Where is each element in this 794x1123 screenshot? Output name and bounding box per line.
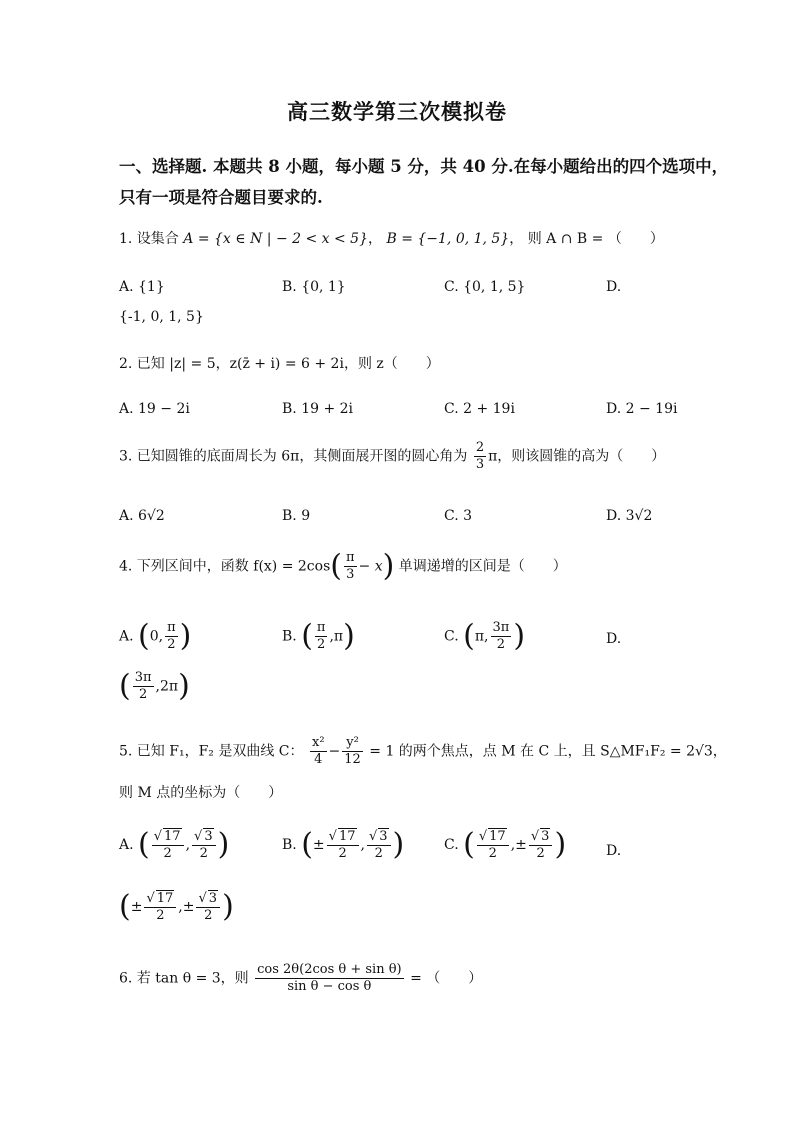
question-3-option-b: B. 9 xyxy=(282,508,311,524)
question-6-fraction xyxy=(255,962,403,995)
question-4-option-c-label: C. xyxy=(444,628,459,645)
question-1-prefix: 1. 设集合 xyxy=(119,231,179,247)
question-1-set-b: B = {−1, 0, 1, 5} xyxy=(386,231,510,247)
section-heading-line1: 一、选择题. 本题共 8 小题，每小题 5 分，共 40 分.在每小题给出的四个选项中， xyxy=(119,157,729,176)
question-4-option-d: D. xyxy=(606,631,622,647)
question-1-option-c: C. {0, 1, 5} xyxy=(444,279,526,295)
question-1-option-d-value: {-1, 0, 1, 5} xyxy=(119,309,204,325)
question-2-option-d: D. 2 − 19i xyxy=(606,401,678,417)
question-4-option-b: B. ( $\frac{\pi}{2}$ ,π) xyxy=(282,618,355,654)
question-2-option-c: C. 2 + 19i xyxy=(444,401,515,417)
question-5-option-a: A. ( $\frac{√ 17}{2}$ , $\frac{√ 3}{2}$ ) xyxy=(119,827,230,862)
question-5-stem-b: = 1 的两个焦点，点 M 在 C 上，且 S△MF₁F₂ = 2√3， xyxy=(369,743,727,760)
question-3-option-c: C. 3 xyxy=(444,508,473,524)
section-heading-line2: 只有一项是符合题目要求的. xyxy=(119,188,323,207)
question-2-option-b: B. 19 + 2i xyxy=(282,401,354,417)
question-3-option-d: D. 3√2 xyxy=(606,508,653,524)
question-5-stem-a: 5. 已知 F₁，F₂ 是双曲线 C： xyxy=(119,743,304,760)
question-2-option-a: A. 19 − 2i xyxy=(119,401,190,417)
question-4-option-c: C. (π, $\frac{3\pi}{2}$ ) xyxy=(444,618,526,654)
page-title: 高三数学第三次模拟卷 xyxy=(287,99,507,124)
question-3-fraction xyxy=(474,440,486,473)
question-5-stem: 5. 已知 F₁，F₂ 是双曲线 C： $\frac{\text{x²}}{4}$ − $\frac{\text{y²}}{12}$ = 1 的两个焦点，点 M 在 C 上，且 S△MF₁F₂ = 2√3， xyxy=(119,735,727,767)
question-1-option-b: B. {0, 1} xyxy=(282,279,346,295)
question-4-option-b-label: B. xyxy=(282,628,297,645)
question-5-option-a-label: A. xyxy=(119,837,134,853)
question-5-option-c-label: C. xyxy=(444,837,459,853)
question-2-stem: 2. 已知 |z| = 5，z(z̄ + i) = 6 + 2i，则 z（ ） xyxy=(119,356,440,372)
question-5-option-b-label: B. xyxy=(282,837,297,853)
question-5-stem-c: 则 M 点的坐标为（ ） xyxy=(119,785,283,801)
question-4-stem-a: 4. 下列区间中，函数 f(x) = 2cos xyxy=(119,558,331,575)
question-6-stem-b: = （ ） xyxy=(410,970,483,987)
question-3-stem xyxy=(119,440,665,473)
question-4-option-d-value: ( $\frac{3\pi}{2}$ ,2π) xyxy=(119,668,190,704)
question-3-fraction-den: 3 xyxy=(475,457,485,472)
question-5-option-b: B. (± $\frac{√ 17}{2}$ , $\frac{√ 3}{2}$ ) xyxy=(282,827,405,862)
question-6-fraction-num: cos 2θ(2cos θ + sin θ) xyxy=(257,962,402,977)
question-6-fraction-den: sin θ − cos θ xyxy=(287,979,372,994)
question-1-option-a: A. {1} xyxy=(119,279,165,295)
question-5-option-d-value: (± $\frac{√ 17}{2}$ ,± $\frac{√ 3}{2}$ ) xyxy=(119,889,234,924)
question-4-stem: 4. 下列区间中，函数 f(x) = 2cos( $\frac{\pi}{3}$ − x) 单调递增的区间是（ ） xyxy=(119,548,567,584)
question-3-fraction-num: 2 xyxy=(475,440,485,455)
question-1-ask: 则 A ∩ B = （ ） xyxy=(527,231,664,247)
question-6-stem xyxy=(119,962,482,995)
question-5-option-d: D. xyxy=(606,843,622,859)
question-1-set-a: A = {x ∈ N | − 2 < x < 5} xyxy=(183,231,368,247)
question-3-stem-a: 3. 已知圆锥的底面周长为 6π，其侧面展开图的圆心角为 xyxy=(119,448,468,465)
question-4-option-a-label: A. xyxy=(119,628,134,645)
question-4-option-a: A. (0, $\frac{\pi}{2}$ ) xyxy=(119,618,192,654)
question-1-stem: 1. 设集合 A = {x ∈ N | − 2 < x < 5}， B = {−1, 0, 1, 5}， 则 A ∩ B = （ ） xyxy=(119,231,664,247)
question-3-option-a: A. 6√2 xyxy=(119,508,165,524)
question-1-option-d: D. xyxy=(606,279,622,295)
question-5-option-c: C. ( $\frac{√ 17}{2}$ ,± $\frac{√ 3}{2}$ ) xyxy=(444,827,567,862)
question-4-stem-b: 单调递增的区间是（ ） xyxy=(398,558,567,575)
question-3-stem-b: π，则该圆锥的高为（ ） xyxy=(488,448,666,465)
question-6-stem-a: 6. 若 tan θ = 3，则 xyxy=(119,970,249,987)
